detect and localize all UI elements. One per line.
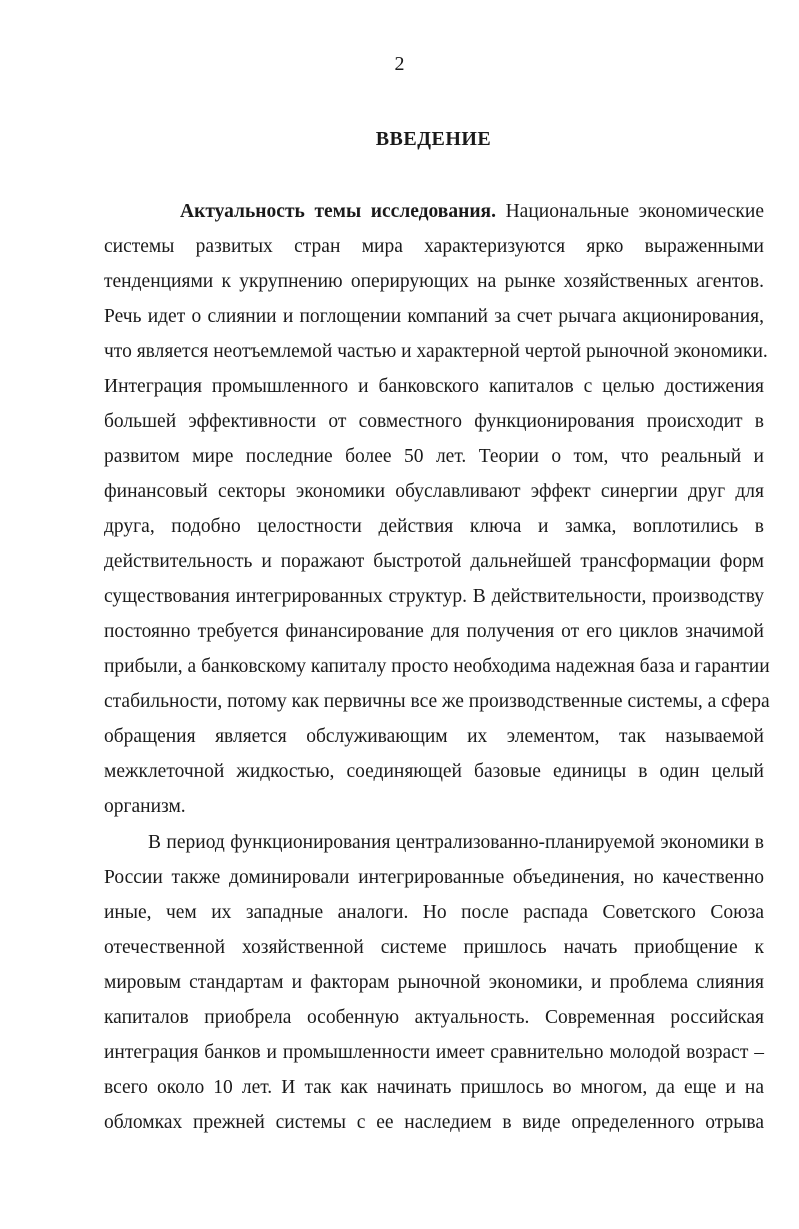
paragraph-2-line: обломках прежней системы с ее наследием в виде определенного отрыва (104, 1112, 764, 1133)
paragraph-1-line: что является неотъемлемой частью и характерной чертой рыночной экономики. (104, 341, 768, 362)
paragraph-1-line: тенденциями к укрупнению оперирующих на рынке хозяйственных агентов. (104, 271, 764, 292)
paragraph-2-line: иные, чем их западные аналоги. Но после распада Советского Союза (104, 902, 764, 923)
paragraph-2-line: интеграция банков и промышленности имеет сравнительно молодой возраст – (104, 1042, 764, 1063)
paragraph-2-line: отечественной хозяйственной системе пришлось начать приобщение к (104, 937, 764, 958)
paragraph-1-line: прибыли, а банковскому капиталу просто необходима надежная база и гарантии (104, 656, 770, 677)
paragraph-2-line: мировым стандартам и факторам рыночной экономики, и проблема слияния (104, 972, 764, 993)
paragraph-1-line: существования интегрированных структур. В действительности, производству (104, 586, 764, 607)
paragraph-1-line: Интеграция промышленного и банковского капиталов с целью достижения (104, 376, 764, 397)
paragraph-1-line: действительность и поражают быстротой дальнейшей трансформации форм (104, 551, 764, 572)
page-number: 2 (394, 53, 405, 75)
paragraph-1-line: организм. (104, 796, 186, 817)
paragraph-1-line: финансовый секторы экономики обуславливают эффект синергии друг для (104, 481, 764, 502)
paragraph-2-line: России также доминировали интегрированные объединения, но качественно (104, 867, 764, 888)
paragraph-1-line: системы развитых стран мира характеризуются ярко выраженными (104, 236, 764, 257)
paragraph-1-line: обращения является обслуживающим их элементом, так называемой (104, 726, 764, 747)
section-heading: ВВЕДЕНИЕ (375, 128, 492, 150)
paragraph-2-line: капиталов приобрела особенную актуальность. Современная российская (104, 1007, 764, 1028)
paragraph-1-line: друга, подобно целостности действия ключа и замка, воплотились в (104, 516, 764, 537)
paragraph-2-line: В период функционирования централизованно-планируемой экономики в (148, 832, 764, 853)
paragraph-1-line: большей эффективности от совместного функционирования происходит в (104, 411, 764, 432)
lead-rest-text: Национальные экономические (495, 201, 764, 222)
paragraph-1-line: Речь идет о слиянии и поглощении компаний за счет рычага акционирования, (104, 306, 764, 327)
paragraph-1-line: межклеточной жидкостью, соединяющей базовые единицы в один целый (104, 761, 764, 782)
lead-bold-text: Актуальность темы исследования. (180, 201, 496, 222)
paragraph-1-line: постоянно требуется финансирование для получения от его циклов значимой (104, 621, 764, 642)
paragraph-1-line-1 (104, 200, 764, 224)
paragraph-1-line: развитом мире последние более 50 лет. Теории о том, что реальный и (104, 446, 764, 467)
paragraph-1-line: стабильности, потому как первичны все же производственные системы, а сфера (104, 691, 770, 712)
paragraph-2-line: всего около 10 лет. И так как начинать пришлось во многом, да еще и на (104, 1077, 764, 1098)
